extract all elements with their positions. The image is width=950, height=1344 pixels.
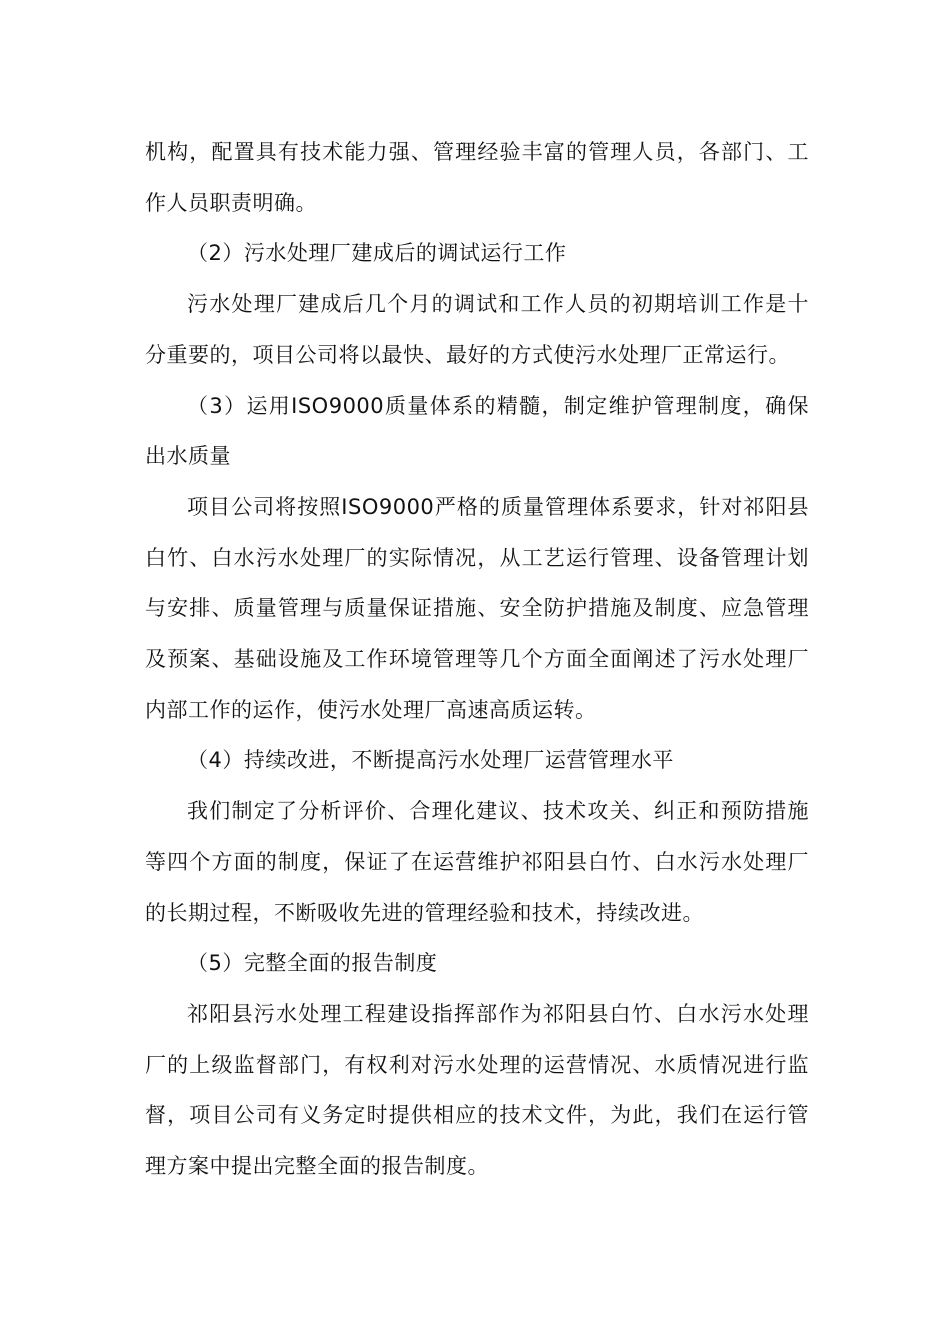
section-heading-5: （5）完整全面的报告制度	[187, 951, 438, 976]
paragraph: 污水处理厂建成后几个月的调试和工作人员的初期培训工作是十分重要的，项目公司将以最快、最好的方式使污水处理厂正常运行。	[145, 292, 809, 367]
paragraph: 项目公司将按照ISO9000严格的质量管理体系要求，针对祁阳县白竹、白水污水处理厂的实际情况，从工艺运行管理、设备管理计划与安排、质量管理与质量保证措施、安全防护措施及制度、应急管理及预案、基础设施及工作环境管理等几个方面全面阐述了污水处理厂内部工作的运作，使污水处理厂高速高质运转。	[145, 494, 809, 722]
section-heading-4: （4）持续改进，不断提高污水处理厂运营管理水平	[187, 748, 674, 773]
section-heading-3: （3）运用ISO9000质量体系的精髓，制定维护管理制度，确保出水质量	[145, 393, 809, 469]
section-heading-2: （2）污水处理厂建成后的调试运行工作	[187, 241, 567, 266]
paragraph: 祁阳县污水处理工程建设指挥部作为祁阳县白竹、白水污水处理厂的上级监督部门，有权利对污水处理的运营情况、水质情况进行监督，项目公司有义务定时提供相应的技术文件，为此，我们在运行管理方案中提出完整全面的报告制度。	[145, 1001, 809, 1179]
paragraph: 我们制定了分析评价、合理化建议、技术攻关、纠正和预防措施等四个方面的制度，保证了在运营维护祁阳县白竹、白水污水处理厂的长期过程，不断吸收先进的管理经验和技术，持续改进。	[145, 799, 809, 925]
paragraph-continuation: 机构，配置具有技术能力强、管理经验丰富的管理人员，各部门、工作人员职责明确。	[145, 140, 809, 215]
document-body	[145, 127, 809, 1192]
